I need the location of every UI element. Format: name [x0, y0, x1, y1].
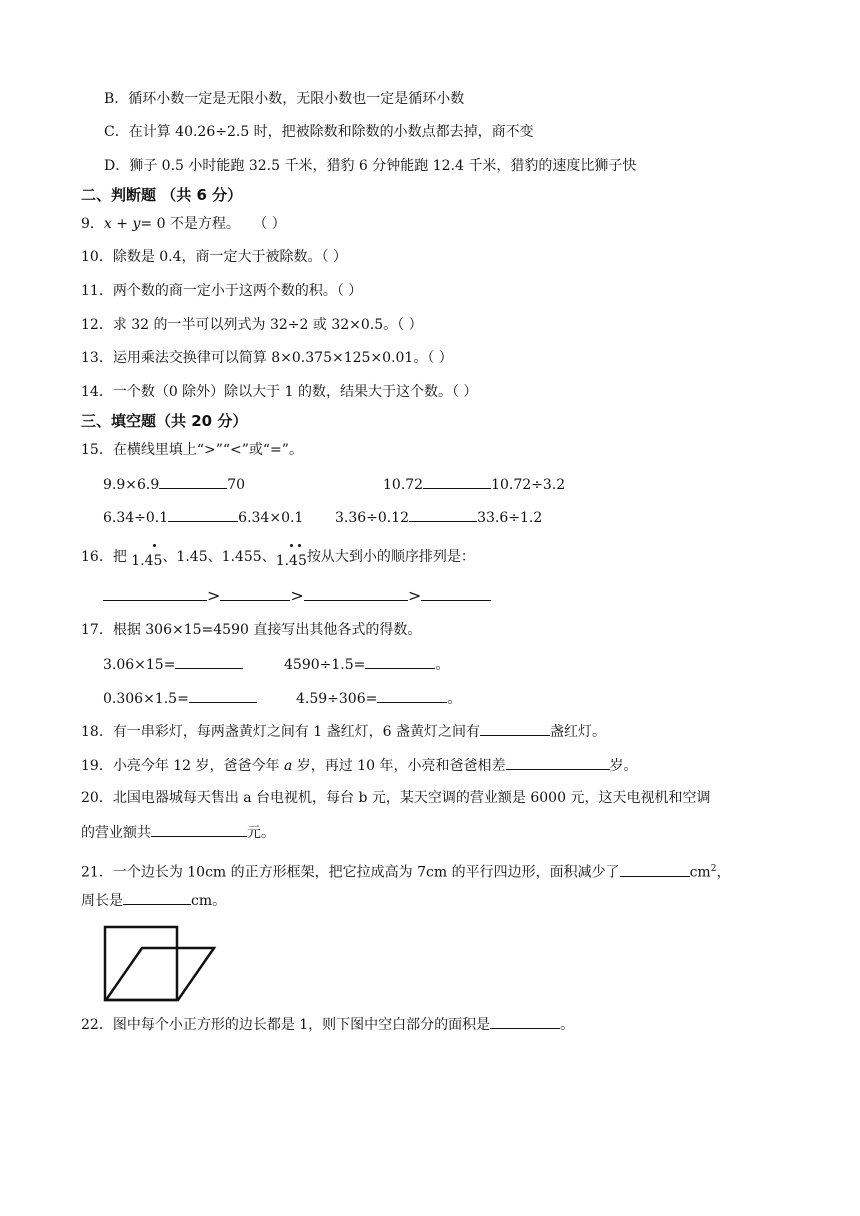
question-10: 10．除数是 0.4，商一定大于被除数。（ ） — [81, 249, 347, 265]
q15-blank-3[interactable] — [168, 507, 238, 522]
question-16 — [81, 547, 475, 567]
q15-item-4-right: 33.6÷1.2 — [477, 510, 543, 526]
question-22 — [81, 1014, 574, 1035]
option-d: D．狮子 0.5 小时能跑 32.5 千米，猎豹 6 分钟能跑 12.4 千米，猎豹的速度比狮子快 — [104, 158, 637, 174]
q15-item-1 — [103, 474, 245, 495]
q15-item-2 — [383, 474, 565, 495]
q16-blank-3[interactable] — [304, 586, 408, 601]
q21-line2-text: 周长是 — [81, 893, 123, 909]
q9-number: 9． — [81, 216, 104, 232]
section-fill-title: 三、填空题（共 20 分） — [81, 412, 248, 430]
q16-repeating-decimal-2 — [276, 551, 307, 571]
q19-mid: 岁，再过 10 年，小亮和爸爸相差 — [292, 758, 506, 774]
q22-text: 22．图中每个小正方形的边长都是 1，则下图中空白部分的面积是 — [81, 1017, 491, 1033]
q18-blank[interactable] — [480, 721, 550, 736]
q16-blank-2[interactable] — [220, 586, 290, 601]
q17-c-expr: 0.306×1.5= — [103, 691, 189, 707]
q15-item-1-right: 70 — [227, 477, 246, 493]
q17-blank-b[interactable] — [365, 654, 435, 669]
q19-blank[interactable] — [506, 755, 610, 770]
q21-unit: cm — [689, 864, 711, 881]
q16-gt-1: > — [207, 586, 221, 605]
q15-item-3 — [103, 507, 303, 528]
repeat-dot — [298, 544, 301, 547]
q15-item-3-left: 6.34÷0.1 — [103, 510, 169, 526]
q20-post: 元。 — [247, 825, 275, 841]
option-c: C．在计算 40.26÷2.5 时，把被除数和除数的小数点都去掉，商不变 — [104, 124, 534, 140]
q19-var-a: a — [283, 758, 293, 774]
q21-blank-2[interactable] — [123, 890, 191, 905]
q16-gt-2: > — [290, 586, 304, 605]
q15-item-2-left: 10.72 — [383, 477, 424, 493]
q16-number: 16．把 — [81, 549, 132, 565]
q16-answer-row — [103, 586, 491, 606]
q16-repeating-decimal-1 — [131, 551, 162, 571]
question-19 — [81, 755, 638, 776]
q9-plus: + — [111, 216, 133, 232]
q17-blank-a[interactable] — [175, 654, 243, 669]
q16-blank-4[interactable] — [421, 586, 491, 601]
repeat-dot — [153, 544, 156, 547]
q19-text: 19．小亮今年 12 岁，爸爸今年 — [81, 758, 284, 774]
question-13: 13．运用乘法交换律可以简算 8×0.375×125×0.01。（ ） — [81, 350, 453, 366]
square-parallelogram-figure — [100, 922, 220, 1004]
q22-post: 。 — [560, 1017, 575, 1033]
q9-var-y: y — [132, 216, 141, 232]
q17-a-expr: 3.06×15= — [103, 657, 176, 673]
q17-b — [284, 654, 449, 675]
question-9 — [81, 214, 286, 234]
q17-d-period: 。 — [447, 691, 462, 707]
q15-blank-2[interactable] — [423, 474, 491, 489]
q15-item-2-right: 10.72÷3.2 — [491, 477, 566, 493]
q17-b-expr: 4590÷1.5= — [284, 657, 366, 673]
q20-text: 的营业额共 — [81, 825, 151, 841]
q9-text: = 0 不是方程。 — [140, 216, 240, 232]
q21-unit-sup: 2 — [710, 864, 717, 874]
q15-item-1-left: 9.9×6.9 — [103, 477, 160, 493]
question-11: 11．两个数的商一定小于这两个数的积。（ ） — [81, 283, 363, 299]
question-20-line-1: 20．北国电器城每天售出 a 台电视机，每台 b 元，某天空调的营业额是 6000 元，这天电视机和空调 — [81, 790, 711, 806]
q16-sep: 、1.45、1.455、 — [162, 549, 276, 565]
q17-d-expr: 4.59÷306= — [296, 691, 378, 707]
question-14: 14．一个数（0 除外）除以大于 1 的数，结果大于这个数。（ ） — [81, 384, 478, 400]
q21-blank-1[interactable] — [620, 862, 690, 877]
q19-post: 岁。 — [609, 758, 638, 774]
q17-d — [296, 688, 461, 709]
q18-text: 18．有一串彩灯，每两盏黄灯之间有 1 盏红灯，6 盏黄灯之间有 — [81, 724, 480, 740]
q21-comma: ， — [716, 864, 731, 881]
q17-blank-d[interactable] — [377, 688, 447, 703]
repeat-dot — [290, 544, 293, 547]
q16-tail: 按从大到小的顺序排列是： — [306, 549, 475, 565]
question-12: 12．求 32 的一半可以列式为 32÷2 或 32×0.5。（ ） — [81, 317, 423, 333]
q9-answer-paren: （ ） — [253, 216, 286, 232]
q17-c — [103, 688, 257, 709]
q16-blank-1[interactable] — [103, 586, 207, 601]
question-20-line-2 — [81, 822, 275, 843]
q21-line2-post: cm。 — [191, 893, 227, 909]
q17-a — [103, 654, 243, 675]
q21-text: 21．一个边长为 10cm 的正方形框架，把它拉成高为 7cm 的平行四边形，面积减少了 — [81, 864, 620, 881]
q16-n2-text: 1.45 — [275, 553, 307, 569]
square-outline — [105, 927, 177, 1000]
q15-item-4 — [335, 507, 542, 528]
q15-blank-1[interactable] — [159, 474, 227, 489]
q17-blank-c[interactable] — [189, 688, 257, 703]
q15-item-4-left: 3.36÷0.12 — [335, 510, 410, 526]
question-21-line-1 — [81, 859, 730, 883]
q16-n1-text: 1.45 — [131, 553, 163, 569]
question-17-stem: 17．根据 306×15=4590 直接写出其他各式的得数。 — [81, 622, 422, 638]
q18-post: 盏红灯。 — [549, 724, 606, 740]
option-b: B．循环小数一定是无限小数，无限小数也一定是循环小数 — [104, 91, 465, 107]
section-judgement-title: 二、判断题 （共 6 分） — [81, 186, 243, 204]
q16-gt-3: > — [407, 586, 422, 605]
q20-blank[interactable] — [151, 822, 247, 837]
q15-item-3-right: 6.34×0.1 — [238, 510, 304, 526]
parallelogram-outline — [106, 948, 214, 1000]
question-21-line-2 — [81, 890, 226, 911]
question-15-stem: 15．在横线里填上“>”“<”或“=”。 — [81, 442, 303, 458]
q9-var-x: x — [103, 216, 112, 232]
q15-blank-4[interactable] — [409, 507, 477, 522]
q17-b-period: 。 — [435, 657, 450, 673]
question-18 — [81, 721, 606, 742]
q22-blank[interactable] — [490, 1014, 560, 1029]
